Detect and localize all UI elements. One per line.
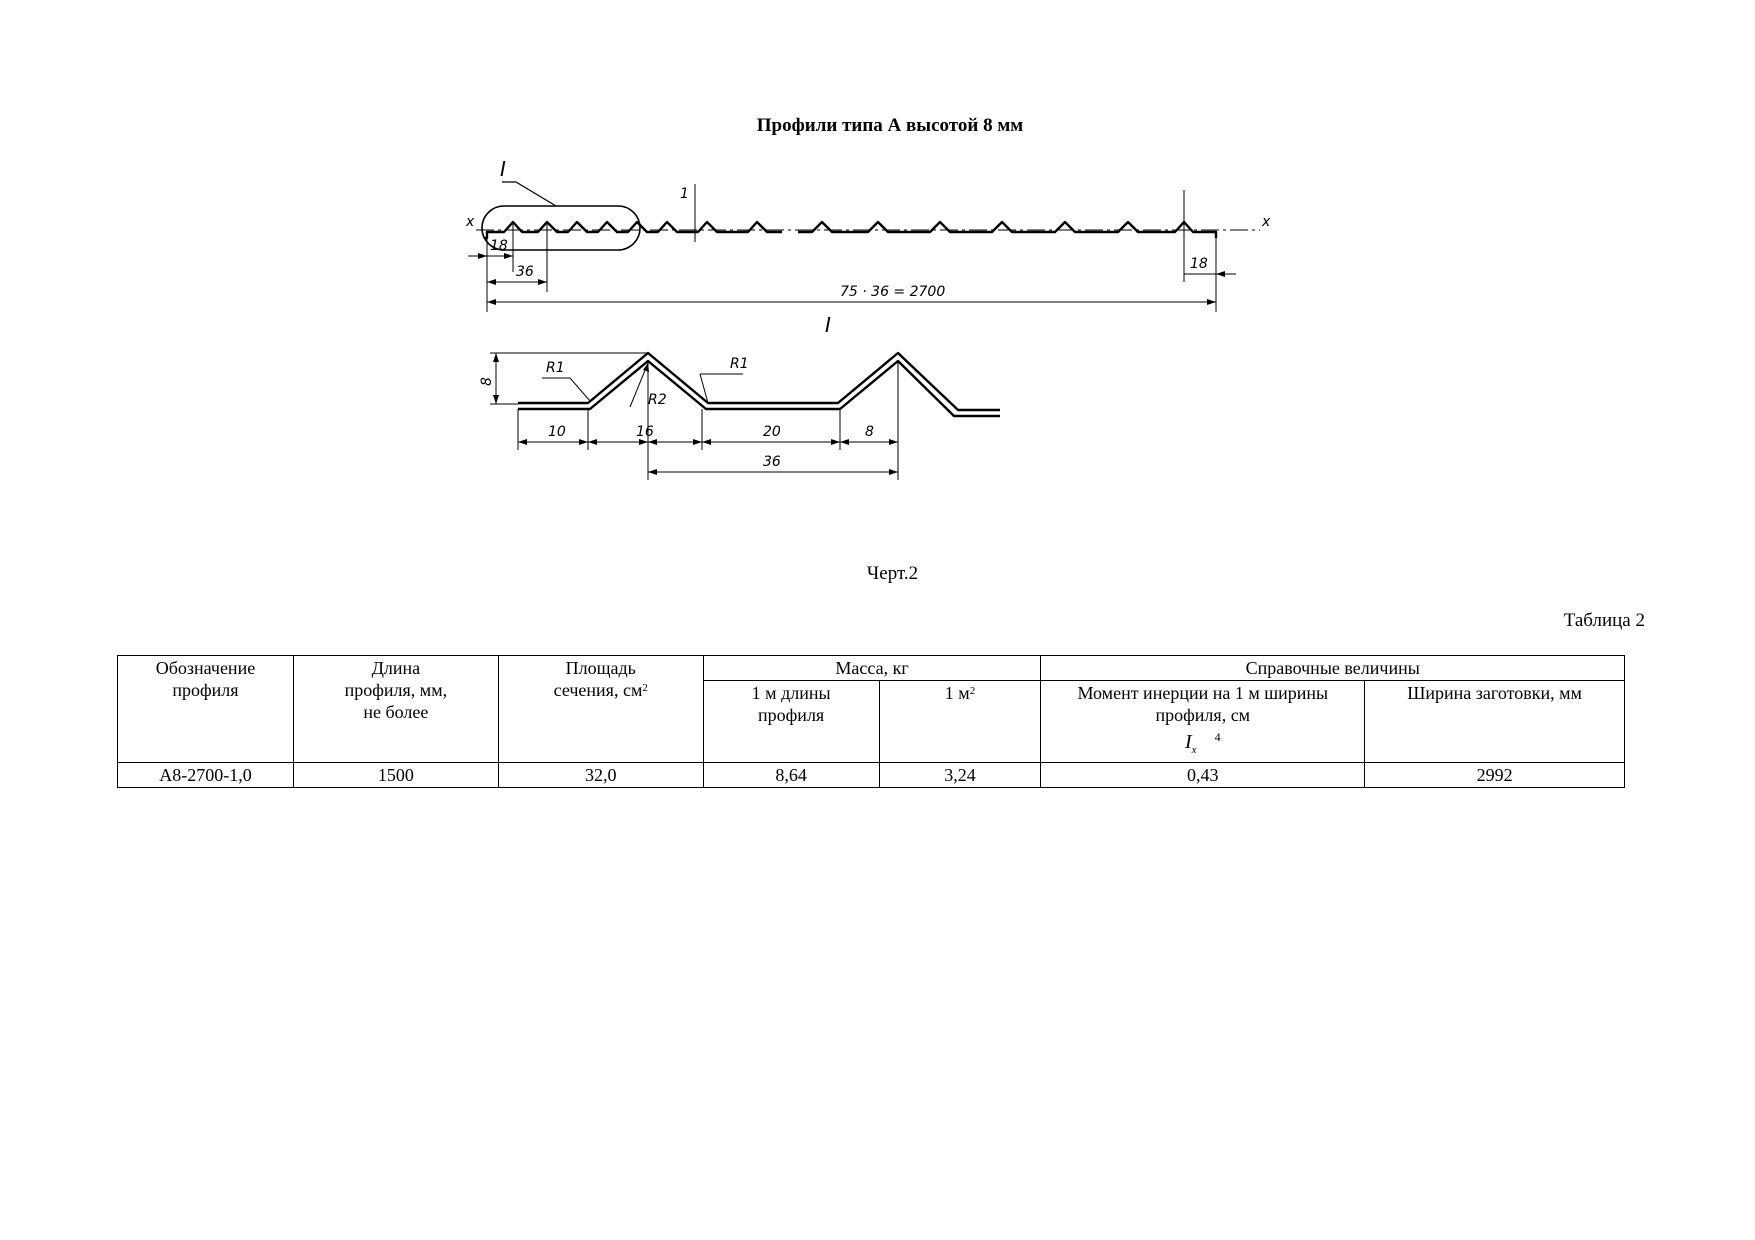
profile-drawing xyxy=(440,160,1370,545)
axis-label-right: x xyxy=(1262,214,1271,230)
dim-height: 8 xyxy=(479,377,495,386)
table-header-row xyxy=(118,656,1625,681)
header-mass: Масса, кг xyxy=(703,656,1041,681)
dim-detail-pitch: 36 xyxy=(763,454,781,470)
axis-label-left: x xyxy=(466,214,475,230)
detail-profile-top xyxy=(518,353,1000,410)
header-designation: Обозначение профиля xyxy=(118,656,294,763)
cell-mass-per-m: 8,64 xyxy=(703,763,879,788)
cell-mass-per-m2: 3,24 xyxy=(879,763,1041,788)
cell-designation: А8-2700-1,0 xyxy=(118,763,294,788)
profiles-table xyxy=(117,655,1625,788)
detail-profile-bottom xyxy=(518,361,1000,416)
header-length: Длина профиля, мм, не более xyxy=(293,656,498,763)
cell-moment: 0,43 xyxy=(1041,763,1365,788)
table-label: Таблица 2 xyxy=(1563,610,1645,631)
header-mass-per-m2: 1 $м^2$ xyxy=(879,681,1041,763)
page-title: Профили типа А высотой 8 мм xyxy=(756,115,1024,136)
dim-edge-left: 18 xyxy=(490,238,508,254)
dim-total: 75 · 36 = 2700 xyxy=(840,284,946,300)
dim-edge-right: 18 xyxy=(1190,256,1208,272)
radius-1-right: R1 xyxy=(730,356,749,372)
dim-pitch: 36 xyxy=(516,264,534,280)
header-area: Площадь сечения, $см^2$ xyxy=(498,656,703,763)
header-reference: Справочные величины xyxy=(1041,656,1625,681)
detail-label: I xyxy=(825,313,831,337)
radius-2: R2 xyxy=(648,392,667,408)
cell-blank-width: 2992 xyxy=(1365,763,1625,788)
header-blank-width: Ширина заготовки, мм xyxy=(1365,681,1625,763)
drawing-caption: Черт.2 xyxy=(866,563,919,584)
table-row xyxy=(118,763,1625,788)
dim-thickness: 1 xyxy=(680,186,689,202)
profile-drawing-svg xyxy=(440,160,1370,545)
header-mass-per-m: 1 м длины профиля xyxy=(703,681,879,763)
dim-flat: 10 xyxy=(548,424,566,440)
dim-valley: 20 xyxy=(763,424,781,440)
dim-slope: 16 xyxy=(636,424,654,440)
cell-area: 32,0 xyxy=(498,763,703,788)
radius-1-left: R1 xyxy=(546,360,565,376)
header-moment: Момент инерции на 1 м ширины профиля, см $I_x^4$ xyxy=(1041,681,1365,763)
cell-length: 1500 xyxy=(293,763,498,788)
dim-half-crest: 8 xyxy=(865,424,874,440)
view-label: I xyxy=(500,160,506,181)
